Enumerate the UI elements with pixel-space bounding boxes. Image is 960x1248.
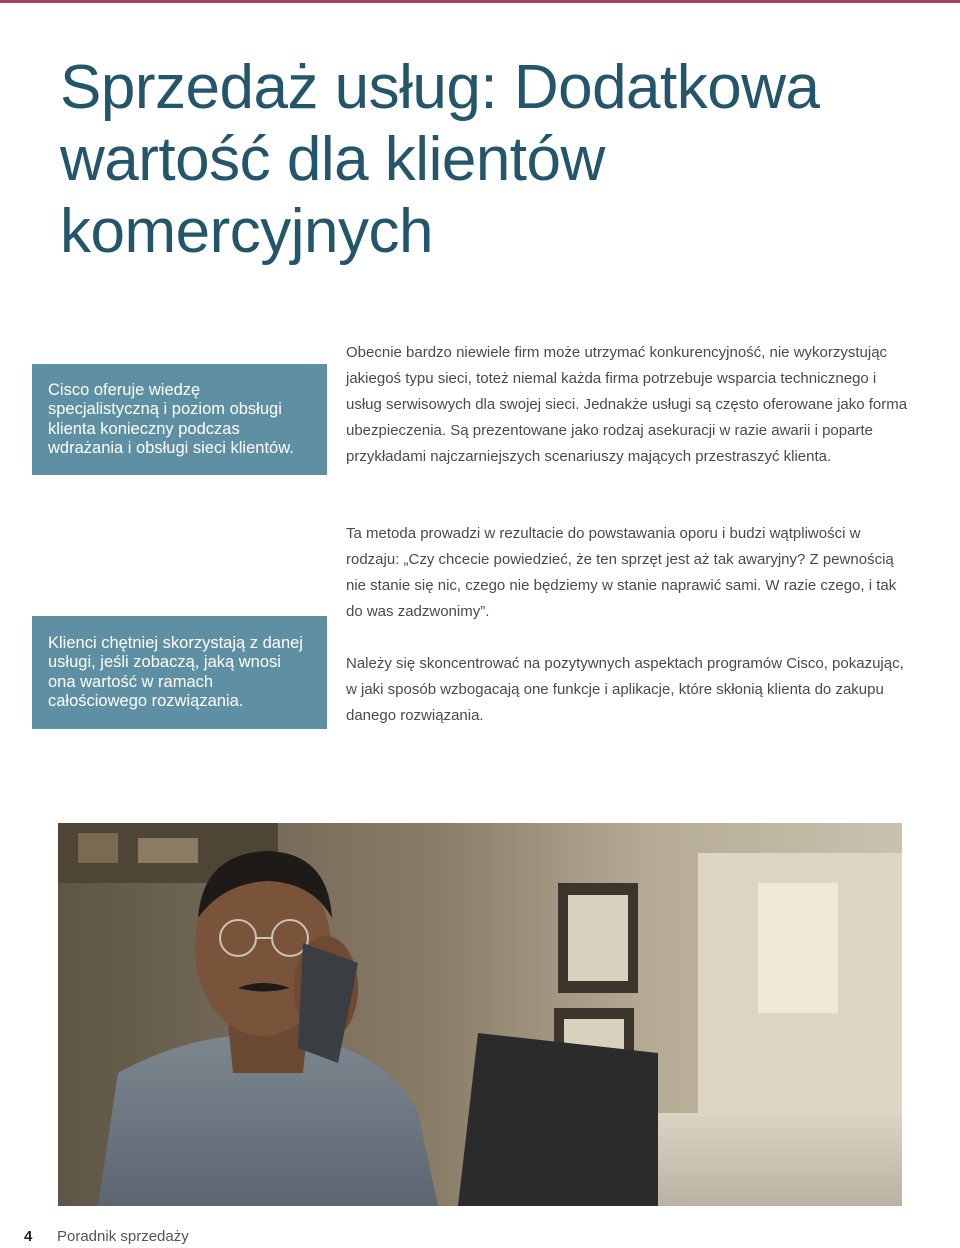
top-rule xyxy=(0,0,960,3)
callout-box-1 xyxy=(32,364,327,475)
body-paragraph-1: Obecnie bardzo niewiele firm może utrzymać konkurencyjność, nie wykorzystując jakiegoś typu sieci, toteż niemal każda firma potrzebuje wsparcia technicznego i usług serwisowych dla swojej sieci. Jednakże usługi są często oferowane jako forma ubezpieczenia. Są prezentowane jako rodzaj asekuracji w razie awarii i poparte przykładami najczarniejszych scenariuszy mających przestraszyć klienta. xyxy=(346,344,908,465)
page-title: Sprzedaż usług: Dodatkowa wartość dla klientów komercyjnych xyxy=(60,53,820,266)
callout-box-2 xyxy=(32,616,327,729)
callout-text-1: Cisco oferuje wiedzę specjalistyczną i poziom obsługi klienta konieczny podczas wdrażania i obsługi sieci klientów. xyxy=(48,380,294,457)
photo-man-on-phone xyxy=(58,823,902,1206)
callout-text-2: Klienci chętniej skorzystają z danej usługi, jeśli zobaczą, jaką wnosi ona wartość w ramach całościowego rozwiązania. xyxy=(48,633,303,710)
footer-title: Poradnik sprzedaży xyxy=(57,1228,189,1245)
page-number: 4 xyxy=(24,1228,33,1245)
body-paragraph-3: Należy się skoncentrować na pozytywnych aspektach programów Cisco, pokazując, w jaki sposób wzbogacają one funkcje i aplikacje, które skłonią klienta do zakupu danego rozwiązania. xyxy=(346,655,904,724)
body-paragraph-2: Ta metoda prowadzi w rezultacie do powstawania oporu i budzi wątpliwości w rodzaju: „Czy chcecie powiedzieć, że ten sprzęt jest aż tak awaryjny? Z pewnością nie stanie się nic, czego nie będziemy w stanie naprawić sami. W razie czego, i tak do was zadzwonimy”. xyxy=(346,525,897,620)
